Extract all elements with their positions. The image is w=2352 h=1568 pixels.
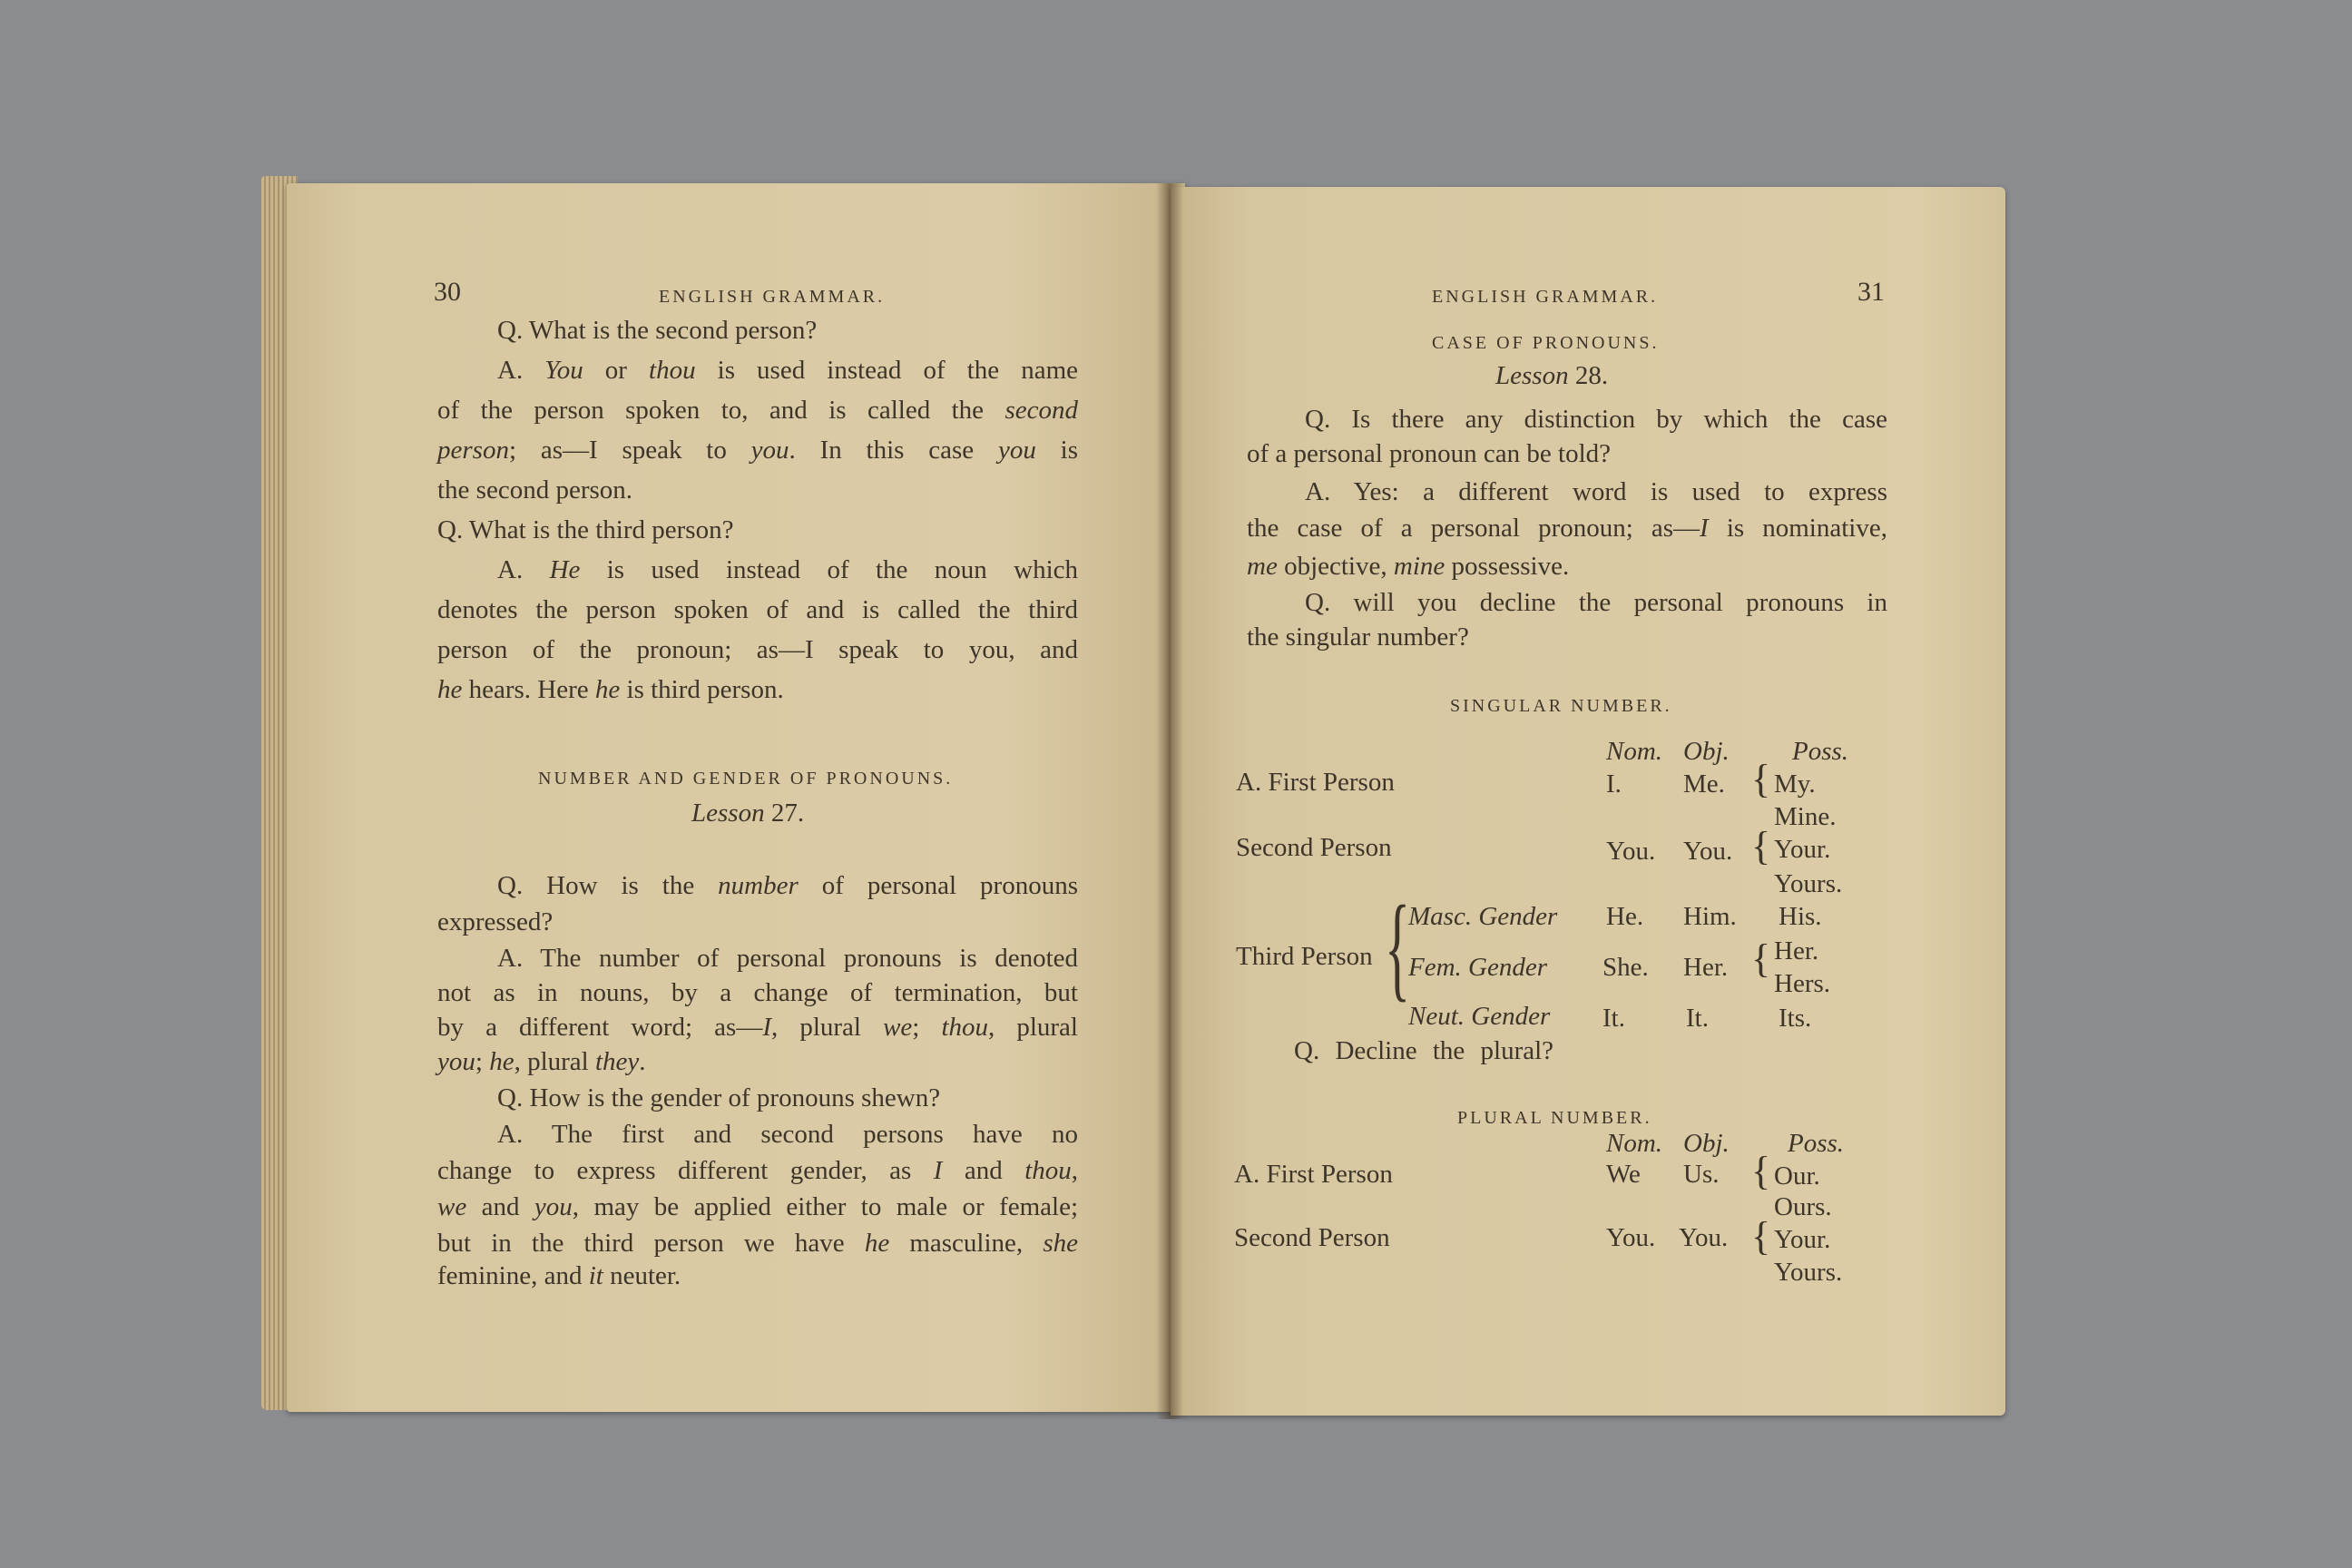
singular-number-heading: SINGULAR NUMBER.: [1450, 696, 1672, 716]
singular-third-label: Third Person: [1236, 942, 1373, 971]
masc-obj: Him.: [1683, 902, 1737, 931]
text-line: A. Yes: a different word is used to express: [1305, 477, 1887, 506]
singular-first-poss2: Mine.: [1774, 802, 1837, 831]
plural-first-label: A. First Person: [1234, 1160, 1393, 1189]
text-line: by a different word; as—I, plural we; thou, plural: [437, 1013, 1078, 1042]
brace: {: [1751, 1214, 1771, 1259]
singular-second-label: Second Person: [1236, 833, 1392, 862]
neut-obj: It.: [1686, 1004, 1709, 1033]
decline-plural-question: Q. Decline the plural?: [1294, 1036, 1554, 1065]
neut-poss: Its.: [1779, 1004, 1812, 1033]
fem-poss1: Her.: [1774, 936, 1819, 965]
text-line: A. He is used instead of the noun which: [497, 555, 1078, 584]
col-poss-header: Poss.: [1792, 737, 1849, 766]
masc-poss: His.: [1779, 902, 1822, 931]
text-line: Q. What is the third person?: [437, 515, 734, 544]
text-line: change to express different gender, as I and thou,: [437, 1156, 1078, 1185]
col-nom-header: Nom.: [1606, 1129, 1663, 1158]
fem-gender-label: Fem. Gender: [1408, 953, 1548, 982]
brace: {: [1751, 757, 1771, 801]
text-line: Q. will you decline the personal pronouns in: [1305, 588, 1887, 617]
singular-first-nom: I.: [1606, 769, 1622, 799]
running-head-right: ENGLISH GRAMMAR.: [1432, 287, 1659, 307]
text-line: not as in nouns, by a change of termination, but: [437, 978, 1078, 1007]
brace: {: [1751, 936, 1771, 981]
fem-obj: Her.: [1683, 953, 1729, 982]
col-obj-header: Obj.: [1683, 1129, 1730, 1158]
left-page: [287, 183, 1185, 1412]
singular-second-obj: You.: [1683, 837, 1733, 866]
singular-first-obj: Me.: [1683, 769, 1725, 799]
fem-poss2: Hers.: [1774, 969, 1831, 998]
plural-second-poss2: Yours.: [1774, 1258, 1843, 1287]
section-heading-case: CASE OF PRONOUNS.: [1432, 333, 1660, 353]
plural-second-nom: You.: [1606, 1223, 1656, 1252]
plural-first-nom: We: [1606, 1160, 1641, 1189]
text-line: Q. What is the second person?: [497, 316, 818, 345]
singular-second-poss2: Yours.: [1774, 869, 1843, 898]
page-number-right: 31: [1857, 277, 1885, 307]
text-line: you; he, plural they.: [437, 1047, 646, 1076]
brace: {: [1751, 1149, 1771, 1193]
plural-first-poss1: Our.: [1774, 1161, 1820, 1191]
text-line: of the person spoken to, and is called the second: [437, 396, 1078, 425]
brace: {: [1751, 824, 1771, 868]
neut-nom: It.: [1602, 1004, 1625, 1033]
text-line: the second person.: [437, 475, 633, 505]
text-line: denotes the person spoken of and is called the third: [437, 595, 1078, 624]
singular-second-poss1: Your.: [1774, 835, 1831, 864]
neut-gender-label: Neut. Gender: [1408, 1002, 1551, 1031]
text-line: he hears. Here he is third person.: [437, 675, 784, 704]
text-line: feminine, and it neuter.: [437, 1261, 681, 1290]
section-heading-number-gender: NUMBER AND GENDER OF PRONOUNS.: [538, 769, 954, 789]
text-line: A. The first and second persons have no: [497, 1120, 1078, 1149]
text-line: Q. How is the gender of pronouns shewn?: [497, 1083, 941, 1112]
text-line: Q. Is there any distinction by which the case: [1305, 405, 1887, 434]
text-line: the singular number?: [1247, 622, 1469, 652]
right-page: [1171, 187, 2005, 1416]
singular-second-nom: You.: [1606, 837, 1656, 866]
text-line: me objective, mine possessive.: [1247, 552, 1570, 581]
text-line: expressed?: [437, 907, 554, 936]
text-line: we and you, may be applied either to male or female;: [437, 1192, 1079, 1221]
running-head-left: ENGLISH GRAMMAR.: [659, 287, 886, 307]
plural-second-label: Second Person: [1234, 1223, 1390, 1252]
masc-gender-label: Masc. Gender: [1408, 902, 1558, 931]
plural-number-heading: PLURAL NUMBER.: [1457, 1108, 1652, 1128]
page-number-left: 30: [434, 277, 461, 307]
open-book: [261, 171, 2008, 1419]
text-line: person of the pronoun; as—I speak to you, and: [437, 635, 1078, 664]
plural-first-obj: Us.: [1683, 1160, 1720, 1189]
fem-nom: She.: [1602, 953, 1649, 982]
book-gutter: [1156, 183, 1183, 1419]
big-brace: {: [1385, 882, 1411, 1013]
text-line: A. You or thou is used instead of the name: [497, 356, 1078, 385]
masc-nom: He.: [1606, 902, 1644, 931]
text-line: person; as—I speak to you. In this case you is: [437, 436, 1078, 465]
col-obj-header: Obj.: [1683, 737, 1730, 766]
lesson-27-heading: Lesson 27.: [691, 799, 805, 828]
text-line: A. The number of personal pronouns is denoted: [497, 944, 1078, 973]
col-nom-header: Nom.: [1606, 737, 1663, 766]
text-line: Q. How is the number of personal pronouns: [497, 871, 1078, 900]
text-line: but in the third person we have he masculine, she: [437, 1229, 1079, 1258]
plural-second-obj: You.: [1679, 1223, 1729, 1252]
lesson-28-heading: Lesson 28.: [1495, 361, 1609, 390]
col-poss-header: Poss.: [1788, 1129, 1845, 1158]
plural-first-poss2: Ours.: [1774, 1192, 1832, 1221]
text-line: of a personal pronoun can be told?: [1247, 439, 1612, 468]
singular-first-poss1: My.: [1774, 769, 1816, 799]
plural-second-poss1: Your.: [1774, 1225, 1831, 1254]
singular-first-label: A. First Person: [1236, 768, 1395, 797]
text-line: the case of a personal pronoun; as—I is nominative,: [1247, 514, 1887, 543]
